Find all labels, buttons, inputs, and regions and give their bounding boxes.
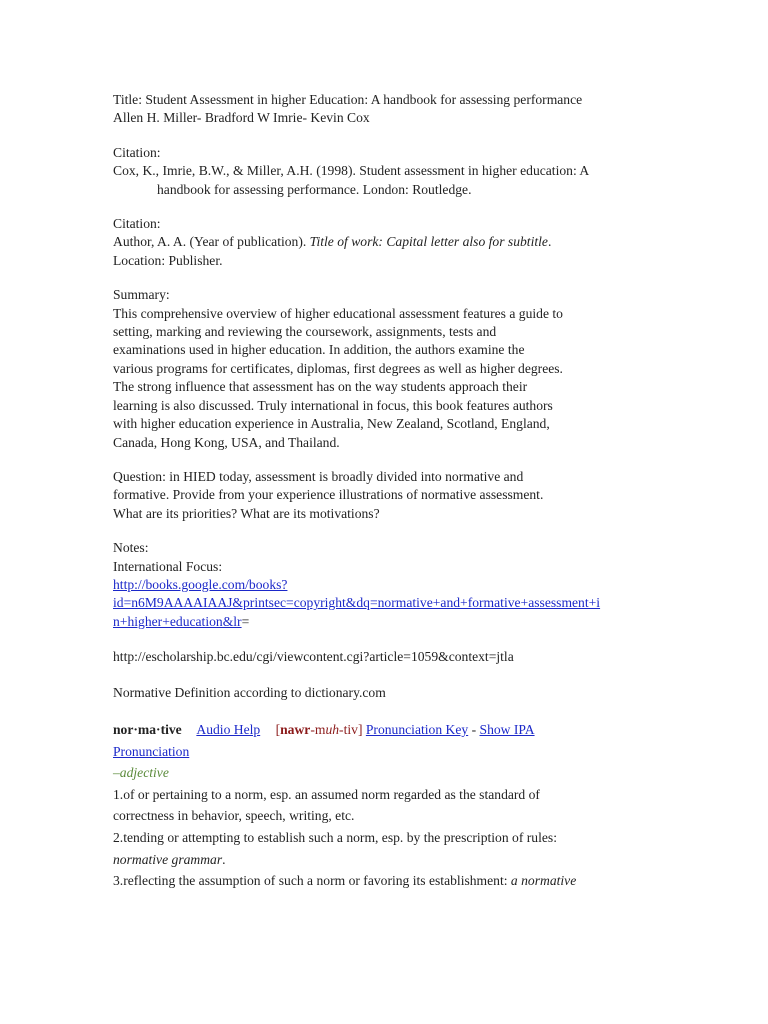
citation-template-location: Location: Publisher. — [113, 252, 223, 268]
summary-line: examinations used in higher education. In addition, the authors examine the — [113, 342, 525, 358]
summary-line: with higher education experience in Australia, New Zealand, Scotland, England, — [113, 416, 550, 432]
definition-2: 2.tending or attempting to establish such a norm, esp. by the prescription of rules: — [113, 829, 557, 845]
pronunciation-open-bracket: [ — [275, 722, 281, 737]
pronunciation-stressed: nawr — [280, 722, 311, 737]
pronunciation-part: -m — [310, 722, 326, 737]
pronunciation — [276, 722, 363, 737]
google-books-link[interactable]: id=n6M9AAAAIAAJ&printsec=copyright&dq=normative+and+formative+assessment+i — [113, 595, 601, 611]
link-trailing-text: = — [241, 613, 250, 629]
dictionary-entry — [113, 719, 673, 892]
summary-label: Summary: — [113, 287, 170, 303]
part-of-speech: –adjective — [113, 765, 169, 781]
google-books-link[interactable]: n+higher+education&lr — [113, 613, 242, 629]
definition-2-period: . — [222, 851, 226, 867]
question-line: What are its priorities? What are its motivations? — [113, 505, 380, 521]
show-ipa-link-continued[interactable]: Pronunciation — [113, 743, 190, 759]
pronunciation-schwa: uh — [325, 722, 340, 737]
citation-template-line — [113, 233, 661, 251]
international-focus-label: International Focus: — [113, 558, 223, 574]
summary-line: This comprehensive overview of higher educational assessment features a guide to — [113, 305, 563, 321]
summary-line: learning is also discussed. Truly international in focus, this book features authors — [113, 397, 553, 413]
notes-label: Notes: — [113, 540, 149, 556]
question-line: formative. Provide from your experience illustrations of normative assessment. — [113, 487, 544, 503]
audio-help-link[interactable]: Audio Help — [196, 722, 261, 737]
google-books-link-line — [113, 613, 661, 631]
summary-line: Canada, Hong Kong, USA, and Thailand. — [113, 434, 340, 450]
normative-definition-heading: Normative Definition according to dictionary.com — [113, 684, 386, 700]
citation-label: Citation: — [113, 144, 161, 160]
definition-3 — [113, 870, 673, 892]
title-line: Title: Student Assessment in higher Education: A handbook for assessing performance — [113, 92, 583, 107]
document-body — [113, 91, 661, 702]
definition-3-example: a normative — [510, 873, 577, 889]
separator: - — [468, 722, 480, 737]
headword: nor·ma·tive — [113, 722, 182, 737]
google-books-link-line — [113, 594, 661, 612]
definition-1-continued: correctness in behavior, speech, writing, etc. — [113, 808, 355, 824]
entry-header — [113, 719, 673, 741]
citation-template-period: . — [547, 234, 552, 250]
google-books-link-line — [113, 576, 661, 594]
google-books-link[interactable]: http://books.google.com/books? — [113, 576, 288, 592]
definition-2-example-line — [113, 849, 673, 871]
show-ipa-link[interactable]: Show IPA — [479, 722, 535, 737]
citation-template-title: Title of work: Capital letter also for subtitle — [309, 234, 548, 250]
summary-line: various programs for certificates, diplomas, first degrees as well as higher degrees. — [113, 360, 563, 376]
definition-1: 1.of or pertaining to a norm, esp. an assumed norm regarded as the standard of — [113, 786, 540, 802]
citation-template-label: Citation: — [113, 216, 161, 232]
citation-template-prefix: Author, A. A. (Year of publication). — [113, 234, 310, 250]
pronunciation-key-link[interactable]: Pronunciation Key — [365, 722, 469, 737]
pronunciation-part: -tiv — [339, 722, 358, 737]
citation-line: Cox, K., Imrie, B.W., & Miller, A.H. (1998). Student assessment in higher education: A — [113, 163, 590, 179]
authors-line: Allen H. Miller- Bradford W Imrie- Kevin Cox — [113, 110, 370, 126]
pronunciation-close-bracket: ] — [357, 722, 363, 737]
citation-line-continued: handbook for assessing performance. London: Routledge. — [157, 181, 472, 197]
question-line: Question: in HIED today, assessment is broadly divided into normative and — [113, 468, 524, 484]
definition-2-example: normative grammar — [113, 851, 223, 867]
escholarship-url: http://escholarship.bc.edu/cgi/viewcontent.cgi?article=1059&context=jtla — [113, 649, 514, 665]
definition-3-text: 3.reflecting the assumption of such a norm or favoring its establishment: — [113, 873, 511, 889]
summary-line: setting, marking and reviewing the coursework, assignments, tests and — [113, 324, 497, 340]
summary-line: The strong influence that assessment has on the way students approach their — [113, 379, 528, 395]
